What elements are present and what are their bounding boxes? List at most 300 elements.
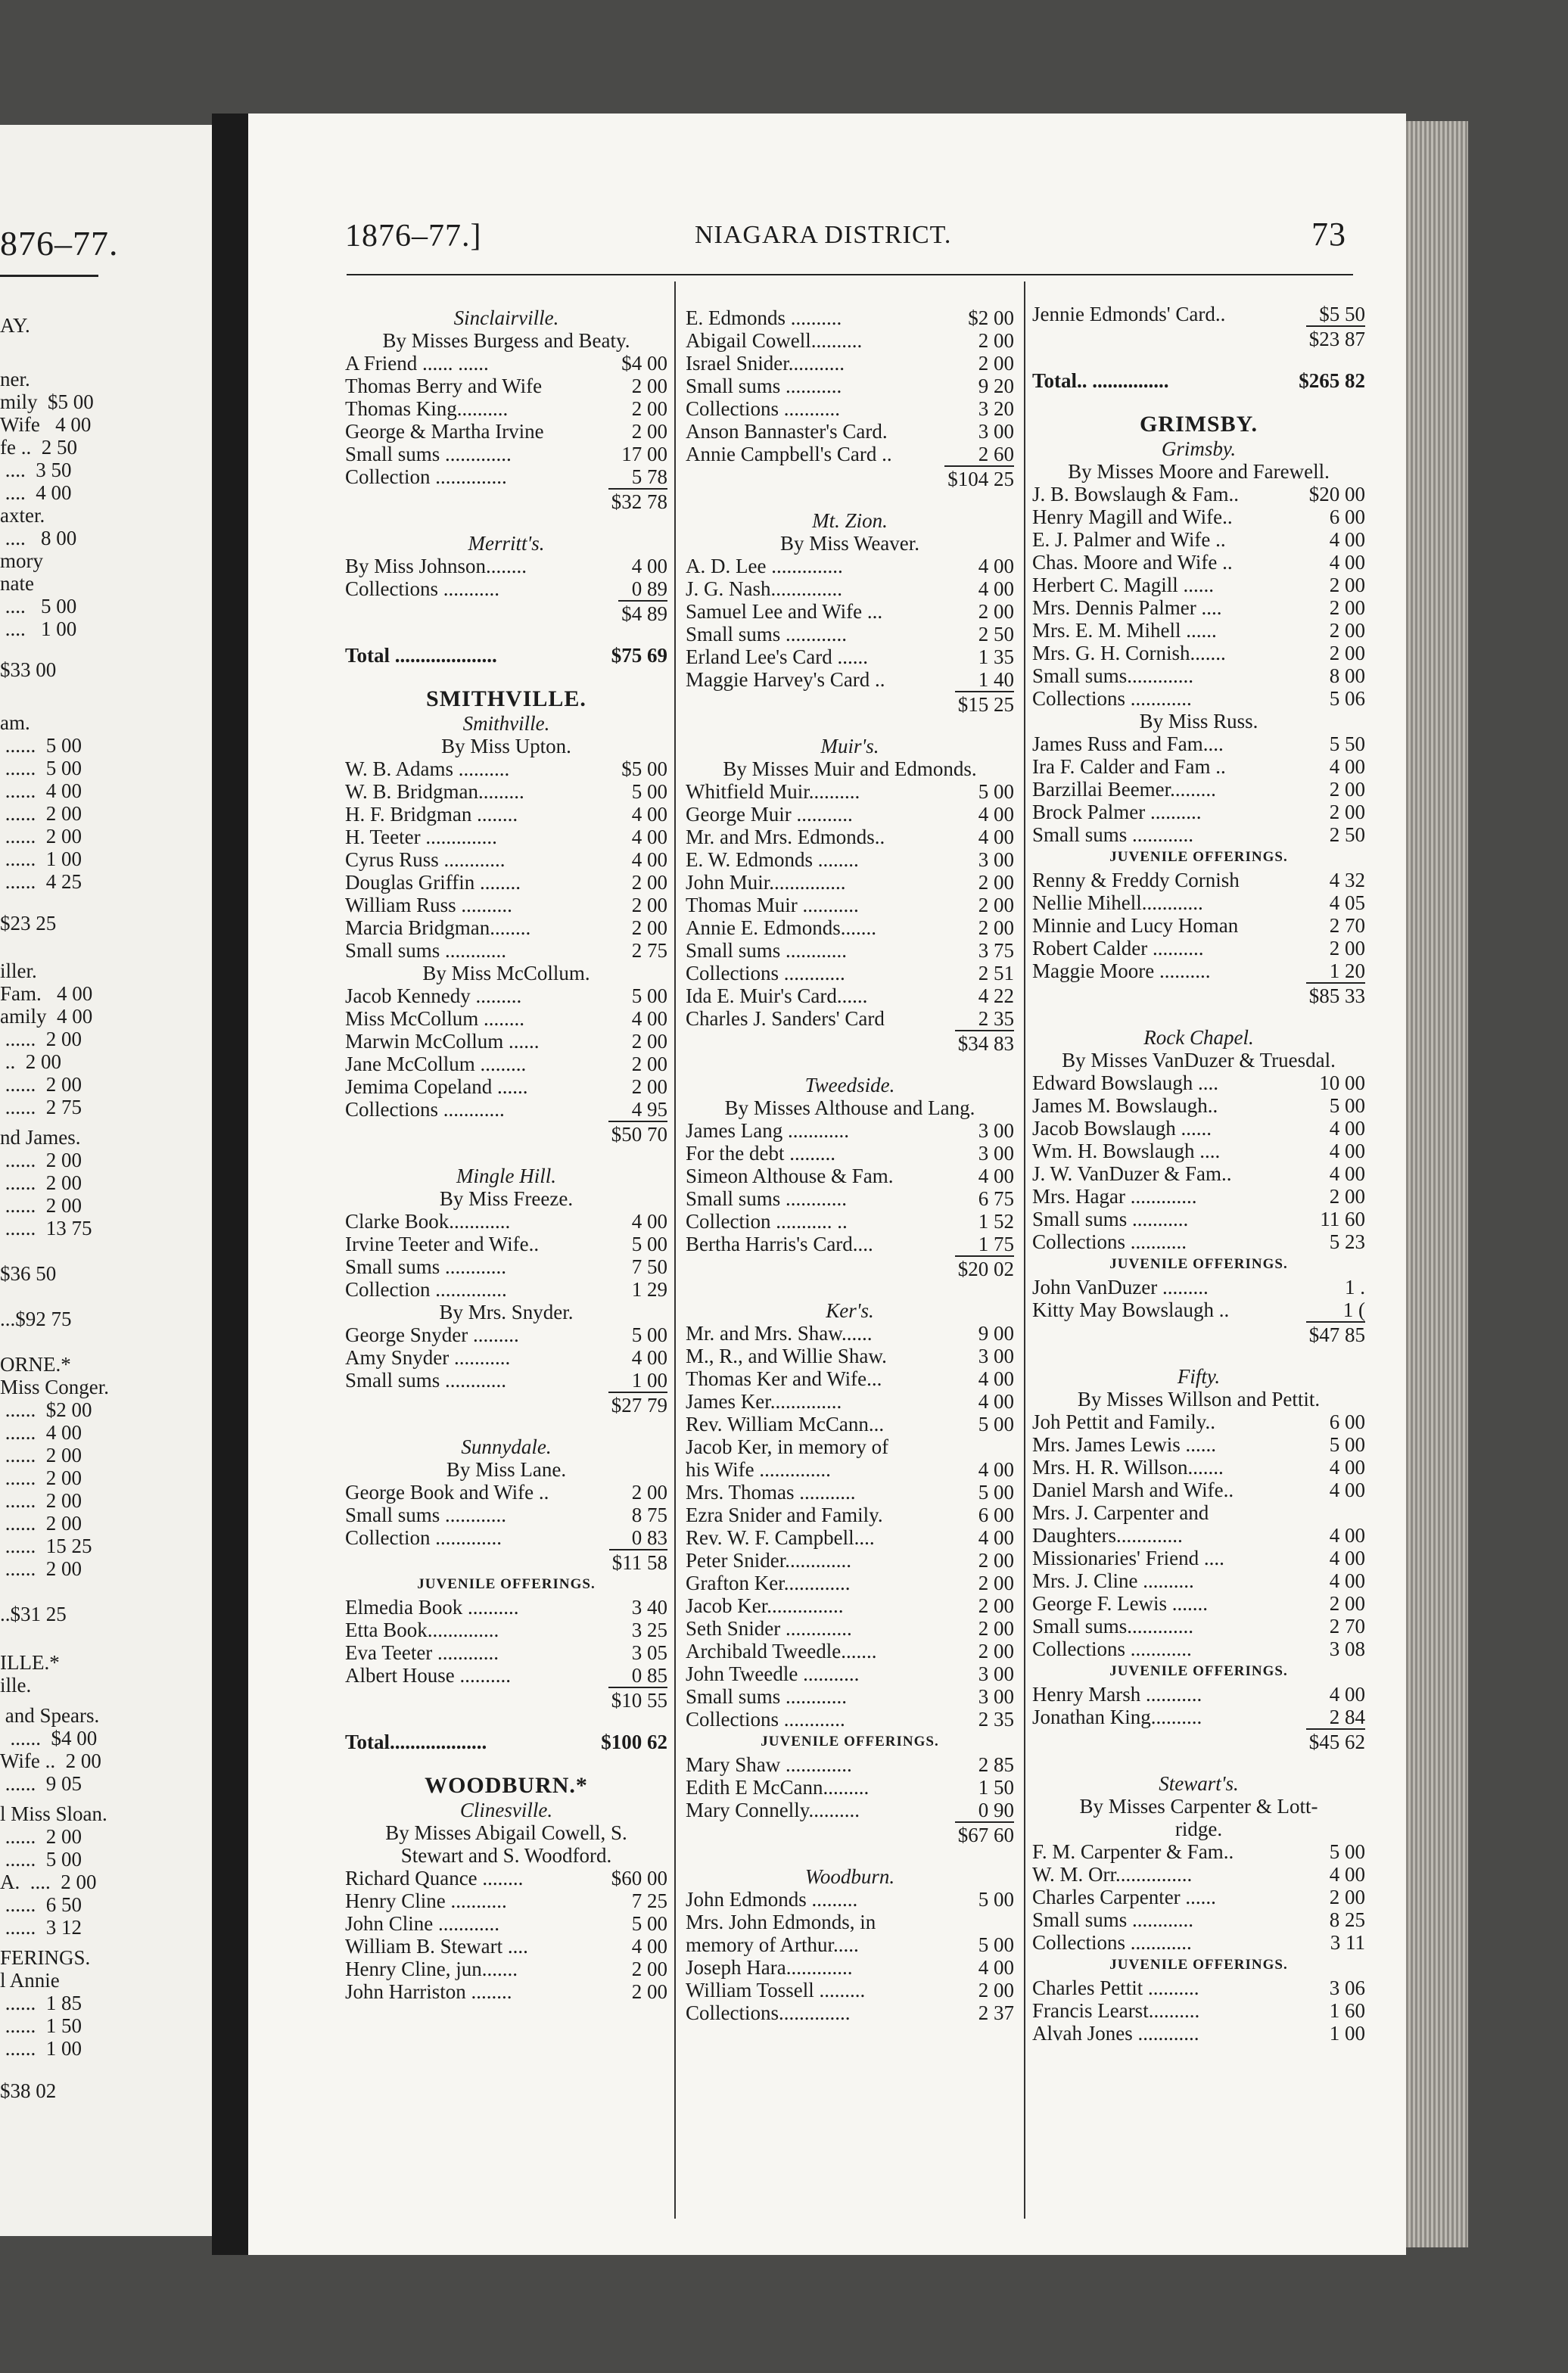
entry-row bbox=[1032, 869, 1365, 891]
entry-name: Douglas Griffin ........ bbox=[345, 871, 521, 894]
entry-name: Herbert C. Magill ...... bbox=[1032, 574, 1214, 596]
subtotal-amount: $20 02 bbox=[955, 1255, 1014, 1281]
total-row bbox=[345, 644, 667, 667]
entry-row bbox=[686, 1322, 1014, 1345]
entry-name: Amy Snyder ........... bbox=[345, 1346, 511, 1369]
subtotal-amount: $34 83 bbox=[955, 1030, 1014, 1056]
entry-amount: 3 00 bbox=[978, 1345, 1014, 1367]
entry-name: Mary Connelly.......... bbox=[686, 1799, 860, 1821]
entry-amount: 4 00 bbox=[978, 1526, 1014, 1549]
entry-row bbox=[345, 1958, 667, 1980]
left-page-line: ..$31 25 bbox=[0, 1603, 67, 1625]
entry-amount: 5 00 bbox=[631, 1233, 667, 1255]
entry-name: Mrs. Thomas ........... bbox=[686, 1481, 856, 1504]
entry-row bbox=[1032, 1208, 1365, 1230]
entry-name: Thomas Berry and Wife bbox=[345, 375, 543, 397]
entry-name: F. M. Carpenter & Fam.. bbox=[1032, 1840, 1234, 1863]
entry-amount: 1 52 bbox=[978, 1210, 1014, 1233]
entry-row bbox=[686, 1933, 1014, 1956]
column-divider-1 bbox=[674, 281, 676, 2219]
entry-row bbox=[686, 623, 1014, 645]
entry-row bbox=[1032, 1433, 1365, 1456]
entry-row bbox=[1032, 1456, 1365, 1479]
entry-name: Small sums ............ bbox=[686, 1685, 848, 1708]
entry-amount: 1 50 bbox=[978, 1776, 1014, 1799]
entry-row bbox=[345, 1053, 667, 1075]
left-page-line: ...... 4 25 bbox=[0, 870, 82, 893]
subtotal bbox=[345, 1392, 667, 1416]
entry-row bbox=[345, 1912, 667, 1935]
subtotal-amount: $27 79 bbox=[608, 1392, 667, 1417]
entry-row bbox=[1032, 1185, 1365, 1208]
subtotal bbox=[1032, 1728, 1365, 1753]
entry-name: Marcia Bridgman........ bbox=[345, 916, 531, 939]
entry-amount: 2 00 bbox=[1329, 801, 1365, 823]
entry-row bbox=[1032, 1569, 1365, 1592]
circuit-title: WOODBURN.* bbox=[425, 1773, 588, 1798]
entry-name: Grafton Ker............. bbox=[686, 1572, 851, 1594]
entry-amount: 2 84 bbox=[1329, 1706, 1365, 1728]
entry-name: Small sums............. bbox=[1032, 664, 1194, 687]
entry-name: Whitfield Muir.......... bbox=[686, 780, 860, 803]
entry-row bbox=[1032, 778, 1365, 801]
entry-row bbox=[1032, 483, 1365, 505]
entry-name: Cyrus Russ ............ bbox=[345, 848, 506, 871]
subtotal bbox=[345, 600, 667, 624]
entry-amount: 3 00 bbox=[978, 1662, 1014, 1685]
entry-row bbox=[345, 871, 667, 894]
entry-name: Francis Learst.......... bbox=[1032, 1999, 1200, 2022]
entry-name: H. Teeter .............. bbox=[345, 826, 497, 848]
spacer bbox=[345, 1711, 667, 1731]
entry-name: Samuel Lee and Wife ... bbox=[686, 600, 883, 623]
entry-amount: 2 00 bbox=[631, 1980, 667, 2003]
collector-line: By Misses Moore and Farewell. bbox=[1068, 460, 1330, 483]
subtotal bbox=[1032, 325, 1365, 350]
spacer bbox=[345, 1145, 667, 1165]
entry-row bbox=[1032, 1683, 1365, 1706]
entry-name: Collections ............ bbox=[1032, 687, 1192, 710]
entry-row bbox=[686, 1572, 1014, 1594]
spacer bbox=[1032, 1753, 1365, 1772]
entry-amount: 5 00 bbox=[1329, 1094, 1365, 1117]
entry-name: Israel Snider........... bbox=[686, 352, 845, 375]
entry-amount: $4 00 bbox=[621, 352, 667, 375]
entry-name: George Snyder ......... bbox=[345, 1323, 519, 1346]
section-heading: Fifty. bbox=[1177, 1365, 1221, 1388]
entry-amount bbox=[966, 1435, 1014, 1458]
entry-name: Clarke Book............ bbox=[345, 1210, 511, 1233]
entry-name: Collections.............. bbox=[686, 2001, 851, 2024]
entry-name: Jennie Edmonds' Card.. bbox=[1032, 303, 1226, 325]
entry-row bbox=[345, 1980, 667, 2003]
entry-amount: 2 00 bbox=[631, 1481, 667, 1504]
juvenile-offerings-heading: JUVENILE OFFERINGS. bbox=[1109, 1957, 1288, 1973]
entry-name: Jacob Kennedy ......... bbox=[345, 984, 522, 1007]
entry-amount: 17 00 bbox=[621, 443, 667, 465]
entry-amount: 2 00 bbox=[978, 894, 1014, 916]
left-page-line: ...... $4 00 bbox=[0, 1727, 98, 1749]
entry-amount bbox=[1317, 1501, 1365, 1524]
entry-amount: 4 00 bbox=[631, 555, 667, 577]
entry-row bbox=[345, 397, 667, 420]
section-heading: Rock Chapel. bbox=[1143, 1026, 1254, 1049]
entry-row bbox=[1032, 1637, 1365, 1660]
entry-row bbox=[1032, 1976, 1365, 1999]
entry-row bbox=[345, 757, 667, 780]
entry-name: Mrs. J. Cline .......... bbox=[1032, 1569, 1194, 1592]
entry-amount: 2 70 bbox=[1329, 914, 1365, 937]
entry-row bbox=[345, 894, 667, 916]
entry-name: Mary Shaw ............. bbox=[686, 1753, 852, 1776]
running-head-title: NIAGARA DISTRICT. bbox=[695, 221, 952, 249]
entry-name: Edward Bowslaugh .... bbox=[1032, 1071, 1218, 1094]
entry-amount: 5 00 bbox=[978, 1481, 1014, 1504]
entry-row bbox=[1032, 1615, 1365, 1637]
entry-amount: 2 00 bbox=[631, 916, 667, 939]
entry-row bbox=[686, 1458, 1014, 1481]
entry-name: J. B. Bowslaugh & Fam.. bbox=[1032, 483, 1240, 505]
left-page-line: Fam. 4 00 bbox=[0, 982, 93, 1005]
entry-row bbox=[686, 1526, 1014, 1549]
entry-name: Small sums ............ bbox=[1032, 823, 1194, 846]
entry-row bbox=[1032, 505, 1365, 528]
entry-name: Small sums............. bbox=[1032, 1615, 1194, 1637]
entry-row bbox=[686, 1617, 1014, 1640]
left-page-line: ...... 5 00 bbox=[0, 1848, 82, 1871]
entry-row bbox=[1032, 596, 1365, 619]
subtotal bbox=[686, 1255, 1014, 1280]
collector-line: By Miss Russ. bbox=[1139, 710, 1258, 732]
left-page-line: ...... 2 00 bbox=[0, 1149, 82, 1171]
entry-amount: 5 00 bbox=[1329, 1433, 1365, 1456]
entry-amount: 3 40 bbox=[631, 1596, 667, 1619]
entry-row bbox=[1032, 551, 1365, 574]
spacer bbox=[345, 512, 667, 532]
entry-amount: 2 00 bbox=[631, 871, 667, 894]
entry-row bbox=[345, 1278, 667, 1301]
left-page-line: ...... 2 00 bbox=[0, 825, 82, 848]
collector-line: By Miss Freeze. bbox=[439, 1187, 574, 1210]
entry-row bbox=[345, 1030, 667, 1053]
entry-row bbox=[686, 1165, 1014, 1187]
left-page-line: ...... 13 75 bbox=[0, 1217, 92, 1239]
subtotal bbox=[345, 1687, 667, 1711]
entry-row bbox=[1032, 1298, 1365, 1321]
entry-row bbox=[1032, 1547, 1365, 1569]
entry-row bbox=[1032, 959, 1365, 982]
entry-row bbox=[345, 1098, 667, 1121]
entry-name: Albert House .......... bbox=[345, 1664, 511, 1687]
entry-name: Jacob Ker, in memory of bbox=[686, 1435, 889, 1458]
entry-name: Collections ............ bbox=[345, 1098, 505, 1121]
entry-name: John VanDuzer ......... bbox=[1032, 1276, 1209, 1298]
entry-amount: 2 00 bbox=[1329, 1886, 1365, 1908]
entry-name: Irvine Teeter and Wife.. bbox=[345, 1233, 540, 1255]
entry-amount: 2 00 bbox=[631, 420, 667, 443]
entry-row bbox=[686, 1799, 1014, 1821]
entry-name: W. B. Adams .......... bbox=[345, 757, 510, 780]
entry-name: George Book and Wife .. bbox=[345, 1481, 549, 1504]
entry-name: Brock Palmer .......... bbox=[1032, 801, 1202, 823]
entry-name: Robert Calder .......... bbox=[1032, 937, 1204, 959]
entry-row bbox=[1032, 1863, 1365, 1886]
entry-row bbox=[345, 1369, 667, 1392]
entry-row bbox=[686, 555, 1014, 577]
entry-row bbox=[686, 1549, 1014, 1572]
entry-name: Henry Cline, jun....... bbox=[345, 1958, 518, 1980]
entry-name: J. G. Nash.............. bbox=[686, 577, 842, 600]
entry-amount: 0 83 bbox=[631, 1526, 667, 1549]
section-heading: Grimsby. bbox=[1161, 437, 1237, 460]
entry-name: Peter Snider............. bbox=[686, 1549, 851, 1572]
entry-amount: 6 00 bbox=[1329, 1410, 1365, 1433]
entry-row bbox=[345, 420, 667, 443]
entry-row bbox=[1032, 732, 1365, 755]
subtotal-amount: $47 85 bbox=[1306, 1321, 1365, 1347]
left-page-line: ...... 1 50 bbox=[0, 2014, 82, 2037]
entry-name: Maggie Harvey's Card .. bbox=[686, 668, 885, 691]
entry-row bbox=[1032, 1999, 1365, 2022]
entry-name: Miss McCollum ........ bbox=[345, 1007, 525, 1030]
entry-amount: 4 00 bbox=[631, 1935, 667, 1958]
left-page-line: .... 1 00 bbox=[0, 617, 77, 640]
entry-name: Abigail Cowell.......... bbox=[686, 329, 863, 352]
collector-line: By Mrs. Snyder. bbox=[439, 1301, 574, 1323]
left-page-line: ...... 9 05 bbox=[0, 1772, 82, 1795]
entry-name: Collections ............ bbox=[1032, 1637, 1192, 1660]
left-page-line: ...... 2 00 bbox=[0, 1171, 82, 1194]
spacer bbox=[345, 1416, 667, 1435]
entry-amount: 5 00 bbox=[1329, 1840, 1365, 1863]
entry-amount: 2 00 bbox=[978, 871, 1014, 894]
entry-amount: 2 00 bbox=[978, 1640, 1014, 1662]
left-page-line: Miss Conger. bbox=[0, 1376, 110, 1398]
entry-name: Charles J. Sanders' Card bbox=[686, 1007, 885, 1030]
entry-name: Collections ........... bbox=[345, 577, 499, 600]
entry-row bbox=[686, 1662, 1014, 1685]
entry-name: Total .................... bbox=[345, 644, 497, 667]
juvenile-offerings-heading: JUVENILE OFFERINGS. bbox=[1109, 1256, 1288, 1272]
entry-amount: 2 00 bbox=[631, 1958, 667, 1980]
entry-row bbox=[345, 1867, 667, 1889]
collector-line: By Miss Lane. bbox=[446, 1458, 567, 1481]
entry-name: Jonathan King.......... bbox=[1032, 1706, 1202, 1728]
entry-name: Ezra Snider and Family. bbox=[686, 1504, 883, 1526]
entry-name: Mrs. James Lewis ...... bbox=[1032, 1433, 1216, 1456]
entry-row bbox=[686, 2001, 1014, 2024]
entry-amount: 1 00 bbox=[1329, 2022, 1365, 2045]
entry-amount: 5 50 bbox=[1329, 732, 1365, 755]
left-page-line: ...... 2 00 bbox=[0, 1512, 82, 1535]
entry-name: Joh Pettit and Family.. bbox=[1032, 1410, 1215, 1433]
entry-amount: 3 75 bbox=[978, 939, 1014, 962]
entry-amount: $5 50 bbox=[1319, 303, 1365, 325]
entry-row bbox=[345, 465, 667, 488]
section-heading: Sunnydale. bbox=[461, 1435, 552, 1458]
entry-row bbox=[686, 780, 1014, 803]
entry-amount: 4 00 bbox=[1329, 1863, 1365, 1886]
entry-row bbox=[1032, 1592, 1365, 1615]
left-page-line: ...... 2 00 bbox=[0, 1073, 82, 1096]
entry-row bbox=[345, 1481, 667, 1504]
entry-name: By Miss Johnson........ bbox=[345, 555, 527, 577]
entry-amount: 1 35 bbox=[978, 645, 1014, 668]
entry-name: Collections ............ bbox=[1032, 1931, 1192, 1954]
entry-amount: 2 85 bbox=[978, 1753, 1014, 1776]
left-page-line: ...... $2 00 bbox=[0, 1398, 92, 1421]
juvenile-offerings-heading: JUVENILE OFFERINGS. bbox=[1109, 849, 1288, 865]
section-heading: Woodburn. bbox=[804, 1865, 895, 1888]
entry-row bbox=[686, 916, 1014, 939]
section-heading: Stewart's. bbox=[1159, 1772, 1239, 1795]
entry-name: Missionaries' Friend .... bbox=[1032, 1547, 1224, 1569]
entry-row bbox=[1032, 2022, 1365, 2045]
subtotal-amount: $11 58 bbox=[609, 1549, 667, 1575]
section-heading: Sinclairville. bbox=[453, 306, 559, 329]
entry-row bbox=[1032, 1840, 1365, 1863]
entry-name: H. F. Bridgman ........ bbox=[345, 803, 518, 826]
entry-amount: 2 00 bbox=[1329, 778, 1365, 801]
entry-name: James Russ and Fam.... bbox=[1032, 732, 1224, 755]
left-page-header: 876–77. bbox=[0, 224, 119, 263]
entry-amount: 2 00 bbox=[978, 1594, 1014, 1617]
entry-name: memory of Arthur..... bbox=[686, 1933, 859, 1956]
entry-name: John Muir............... bbox=[686, 871, 846, 894]
entry-row bbox=[1032, 1931, 1365, 1954]
entry-amount: 4 00 bbox=[1329, 528, 1365, 551]
spacer bbox=[1032, 1345, 1365, 1365]
left-page-line: ...... 2 75 bbox=[0, 1096, 82, 1118]
entry-name: Kitty May Bowslaugh .. bbox=[1032, 1298, 1230, 1321]
entry-name: Total................... bbox=[345, 1731, 487, 1753]
entry-name: Collections ............ bbox=[686, 1708, 845, 1731]
left-page-line: ...... 2 00 bbox=[0, 1557, 82, 1580]
entry-name: Thomas Ker and Wife... bbox=[686, 1367, 882, 1390]
left-page-line: $33 00 bbox=[0, 658, 57, 681]
entry-amount: $265 82 bbox=[1299, 369, 1365, 392]
left-page-line: .... 8 00 bbox=[0, 527, 77, 549]
entry-row bbox=[345, 577, 667, 600]
subtotal bbox=[1032, 982, 1365, 1006]
entry-row bbox=[1032, 1094, 1365, 1117]
entry-name: Mrs. E. M. Mihell ...... bbox=[1032, 619, 1217, 642]
entry-name: Collections ........... bbox=[1032, 1230, 1187, 1253]
entry-name: Charles Pettit .......... bbox=[1032, 1976, 1199, 1999]
entry-row bbox=[345, 1526, 667, 1549]
entry-row bbox=[1032, 823, 1365, 846]
entry-row bbox=[345, 1504, 667, 1526]
entry-amount: 2 00 bbox=[978, 329, 1014, 352]
entry-row bbox=[686, 826, 1014, 848]
left-page-line: ...... 1 85 bbox=[0, 1992, 82, 2014]
entry-row bbox=[686, 1911, 1014, 1933]
entry-amount: 2 00 bbox=[1329, 642, 1365, 664]
entry-amount: 4 00 bbox=[631, 848, 667, 871]
entry-amount: 3 00 bbox=[978, 848, 1014, 871]
entry-name: Total.. ............... bbox=[1032, 369, 1169, 392]
entry-amount: 3 05 bbox=[631, 1641, 667, 1664]
entry-name: Mrs. J. Carpenter and bbox=[1032, 1501, 1209, 1524]
entry-row bbox=[1032, 574, 1365, 596]
left-header-rule bbox=[0, 275, 98, 277]
left-page-line: ...... 2 00 bbox=[0, 1489, 82, 1512]
entry-name: Seth Snider ............. bbox=[686, 1617, 852, 1640]
entry-row bbox=[1032, 1230, 1365, 1253]
entry-name: Rev. W. F. Campbell.... bbox=[686, 1526, 875, 1549]
entry-row bbox=[345, 352, 667, 375]
left-page-line: ...... 3 12 bbox=[0, 1916, 82, 1939]
entry-row bbox=[1032, 642, 1365, 664]
entry-name: Elmedia Book .......... bbox=[345, 1596, 519, 1619]
entry-amount: 4 00 bbox=[978, 826, 1014, 848]
entry-amount: 9 20 bbox=[978, 375, 1014, 397]
entry-name: Henry Magill and Wife.. bbox=[1032, 505, 1233, 528]
entry-row bbox=[345, 1233, 667, 1255]
spacer bbox=[686, 715, 1014, 735]
entry-name: William Tossell ......... bbox=[686, 1979, 866, 2001]
entry-name: Small sums ............ bbox=[1032, 1908, 1194, 1931]
subtotal-amount: $85 33 bbox=[1306, 982, 1365, 1008]
entry-row bbox=[345, 916, 667, 939]
section-heading: Mingle Hill. bbox=[456, 1165, 556, 1187]
subtotal-amount: $104 25 bbox=[944, 465, 1014, 491]
entry-amount: 2 50 bbox=[1329, 823, 1365, 846]
entry-name: John Cline ............ bbox=[345, 1912, 500, 1935]
entry-row bbox=[1032, 1908, 1365, 1931]
spacer bbox=[686, 1280, 1014, 1299]
entry-name: Simeon Althouse & Fam. bbox=[686, 1165, 894, 1187]
entry-amount: 3 11 bbox=[1330, 1931, 1365, 1954]
spacer bbox=[345, 667, 667, 686]
entry-amount: 2 70 bbox=[1329, 1615, 1365, 1637]
total-row bbox=[345, 1731, 667, 1753]
entry-amount: 8 75 bbox=[631, 1504, 667, 1526]
entry-amount: 3 06 bbox=[1329, 1976, 1365, 1999]
entry-amount: 2 00 bbox=[978, 1549, 1014, 1572]
left-page-line: ...$92 75 bbox=[0, 1308, 72, 1330]
entry-amount: 6 00 bbox=[978, 1504, 1014, 1526]
entry-amount: 10 00 bbox=[1319, 1071, 1365, 1094]
entry-row bbox=[686, 1007, 1014, 1030]
entry-name: Joseph Hara............. bbox=[686, 1956, 853, 1979]
entry-row bbox=[686, 329, 1014, 352]
entry-name: Annie E. Edmonds....... bbox=[686, 916, 876, 939]
subtotal bbox=[686, 1821, 1014, 1846]
entry-amount: 4 00 bbox=[1329, 1162, 1365, 1185]
entry-row bbox=[345, 803, 667, 826]
entry-name: Chas. Moore and Wife .. bbox=[1032, 551, 1233, 574]
entry-amount: 3 00 bbox=[978, 1119, 1014, 1142]
entry-row bbox=[345, 1075, 667, 1098]
entry-row bbox=[1032, 801, 1365, 823]
entry-amount: 2 00 bbox=[631, 397, 667, 420]
collector-line: By Miss Weaver. bbox=[779, 532, 920, 555]
entry-row bbox=[686, 1119, 1014, 1142]
entry-name: William Russ .......... bbox=[345, 894, 512, 916]
entry-name: Small sums ............ bbox=[686, 1187, 848, 1210]
entry-amount: 4 00 bbox=[1329, 1524, 1365, 1547]
entry-amount: 2 00 bbox=[631, 1030, 667, 1053]
entry-name: Jacob Bowslaugh ...... bbox=[1032, 1117, 1212, 1140]
entry-amount: 6 75 bbox=[978, 1187, 1014, 1210]
left-page-line: ...... 4 00 bbox=[0, 1421, 82, 1444]
entry-row bbox=[686, 848, 1014, 871]
entry-amount: 4 00 bbox=[1329, 1140, 1365, 1162]
entry-name: Mrs. Dennis Palmer .... bbox=[1032, 596, 1222, 619]
entry-name: Archibald Tweedle....... bbox=[686, 1640, 877, 1662]
left-page-line: Wife .. 2 00 bbox=[0, 1749, 101, 1772]
